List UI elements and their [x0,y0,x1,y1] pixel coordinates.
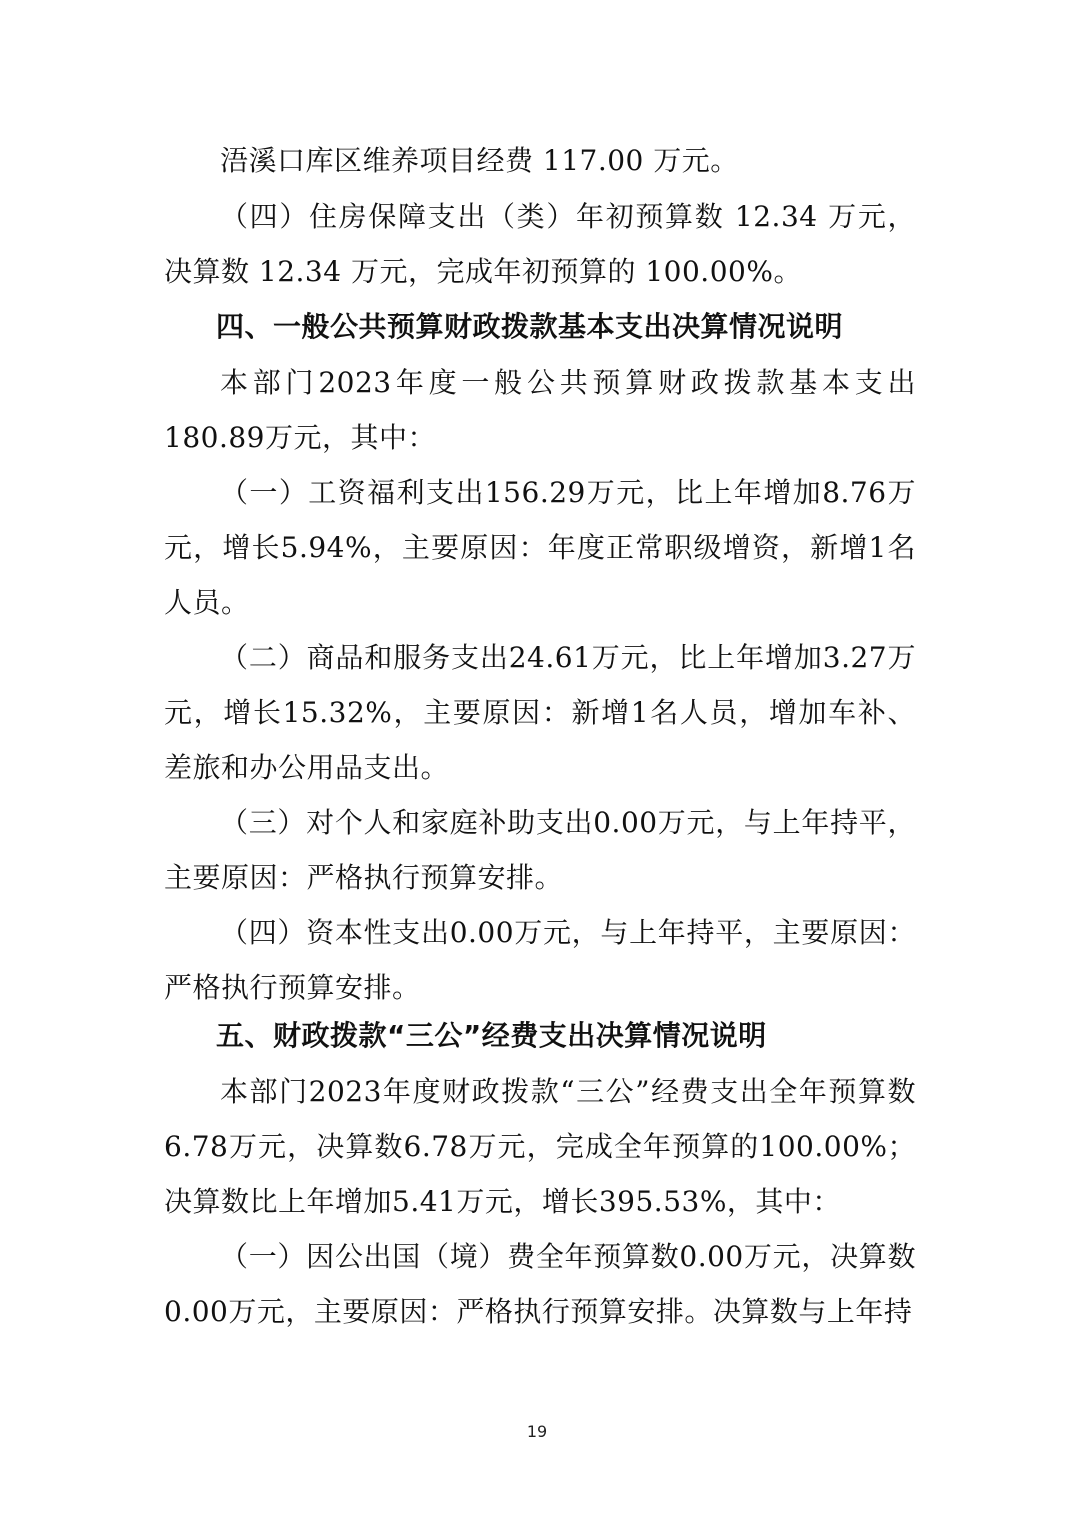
paragraph-salary-welfare: （一）工资福利支出156.29万元，比上年增加8.76万元，增长5.94%，主要原因：年度正常职级增资，新增1名人员。 [164,476,916,619]
section-heading-basic-expenditure: 四、一般公共预算财政拨款基本支出决算情况说明 [216,310,844,343]
paragraph-reservoir-maintenance: 浯溪口库区维养项目经费 117.00 万元。 [220,144,739,177]
paragraph-household-subsidy: （三）对个人和家庭补助支出0.00万元，与上年持平，主要原因：严格执行预算安排。 [164,806,916,894]
paragraph-goods-services: （二）商品和服务支出24.61万元，比上年增加3.27万元，增长15.32%，主要原因：新增1名人员，增加车补、差旅和办公用品支出。 [164,641,916,784]
paragraph-capital-expenditure: （四）资本性支出0.00万元，与上年持平，主要原因：严格执行预算安排。 [164,916,916,1004]
page-number: 19 [526,1422,548,1441]
paragraph-three-public-total: 本部门2023年度财政拨款“三公”经费支出全年预算数6.78万元，决算数6.78万元，完成全年预算的100.00%；决算数比上年增加5.41万元，增长395.53%，其中： [164,1075,916,1218]
paragraph-overseas-travel: （一）因公出国（境）费全年预算数0.00万元，决算数0.00万元，主要原因：严格执行预算安排。决算数与上年持 [164,1240,916,1328]
paragraph-basic-expenditure-total: 本部门2023年度一般公共预算财政拨款基本支出180.89万元，其中： [164,366,916,454]
paragraph-housing-expenditure: （四）住房保障支出（类）年初预算数 12.34 万元，决算数 12.34 万元，完成年初预算的 100.00%。 [164,200,916,288]
section-heading-three-public: 五、财政拨款“三公”经费支出决算情况说明 [216,1019,767,1052]
